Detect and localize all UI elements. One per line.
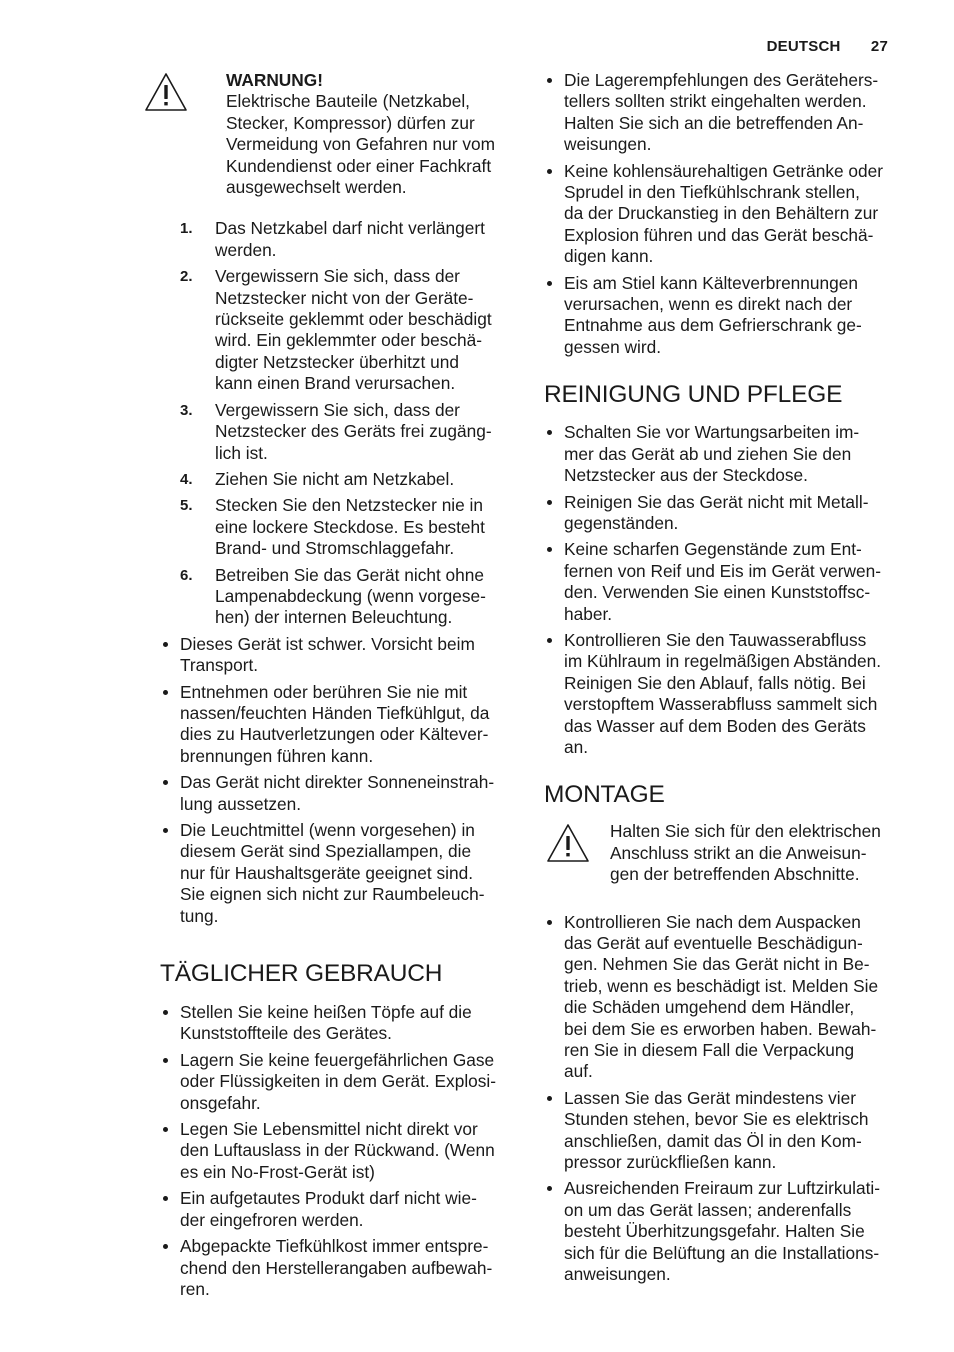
item-number: 1. bbox=[180, 220, 193, 238]
list-item: Das Gerät nicht direkter Sonneneinstrah- lung aussetzen. bbox=[160, 772, 512, 815]
warning-triangle-icon bbox=[546, 823, 590, 863]
list-item: Ein aufgetautes Produkt darf nicht wie- der eingefroren werden. bbox=[160, 1188, 512, 1231]
page-number: 27 bbox=[870, 38, 888, 55]
list-item: Kontrollieren Sie nach dem Auspacken das Gerät auf eventuelle Beschädigun- gen. Nehmen Sie das Gerät nicht in Be- trieb, wenn es beschädigt ist. Melden Sie die Schäden umgehend dem Händler, bei dem Sie es erworben haben. Bewah- ren Sie in diesem Fall die Verpackung auf. bbox=[544, 912, 896, 1083]
left-column bbox=[160, 70, 512, 1305]
list-item bbox=[160, 565, 512, 629]
list-item bbox=[160, 218, 512, 261]
list-item bbox=[160, 266, 512, 394]
warning-title: WARNUNG! bbox=[226, 70, 323, 90]
list-item: Abgepackte Tiefkühlkost immer entspre- chend den Herstellerangaben aufbewah- ren. bbox=[160, 1236, 512, 1300]
list-item: Reinigen Sie das Gerät nicht mit Metall- gegenständen. bbox=[544, 492, 896, 535]
list-item: Lagern Sie keine feuergefährlichen Gase oder Flüssigkeiten in dem Gerät. Explosi- onsgefahr. bbox=[160, 1050, 512, 1114]
section-heading-daily-use: TÄGLICHER GEBRAUCH bbox=[160, 960, 443, 988]
list-item bbox=[160, 469, 512, 490]
bullet-list bbox=[544, 422, 896, 758]
item-number: 2. bbox=[180, 268, 193, 286]
list-item: Die Lagerempfehlungen des Gerätehers- tellers sollten strikt eingehalten werden. Halten Sie sich an die betreffenden An- weisungen. bbox=[544, 70, 896, 156]
item-number: 4. bbox=[180, 470, 193, 488]
list-item: Stellen Sie keine heißen Töpfe auf die Kunststoffteile des Gerätes. bbox=[160, 1002, 512, 1045]
list-item: Entnehmen oder berühren Sie nie mit nassen/feuchten Händen Tiefkühlgut, da dies zu Hautverletzungen oder Kältever- brennungen führen kann. bbox=[160, 682, 512, 768]
item-text: Das Netzkabel darf nicht verlängert werden. bbox=[215, 218, 485, 260]
item-number: 3. bbox=[180, 401, 193, 419]
list-item: Keine kohlensäurehaltigen Getränke oder Sprudel in den Tiefkühlschrank stellen, da der Druckanstieg in den Behältern zur Explosion führen und das Gerät beschä- digen kann. bbox=[544, 161, 896, 268]
warning-box bbox=[160, 70, 512, 198]
item-text: Betreiben Sie das Gerät nicht ohne Lampenabdeckung (wenn vorgese- hen) der internen Beleuchtung. bbox=[215, 564, 486, 628]
section-heading-cleaning: REINIGUNG UND PFLEGE bbox=[544, 381, 843, 409]
warning-triangle-icon bbox=[144, 72, 188, 112]
list-item bbox=[160, 495, 512, 559]
list-item: Lassen Sie das Gerät mindestens vier Stunden stehen, bevor Sie es elektrisch anschließen, damit das Öl in den Kom- pressor zurückfließen kann. bbox=[544, 1088, 896, 1174]
warning-box bbox=[544, 821, 896, 885]
right-column bbox=[544, 70, 896, 1291]
numbered-list bbox=[160, 218, 512, 628]
list-item bbox=[160, 400, 512, 464]
bullet-list bbox=[160, 1002, 512, 1300]
section-heading-montage: MONTAGE bbox=[544, 781, 665, 809]
item-number: 5. bbox=[180, 497, 193, 515]
list-item: Die Leuchtmittel (wenn vorgesehen) in diesem Gerät sind Speziallampen, die nur für Haushaltsgeräte geeignet sind. Sie eignen sich nicht zur Raumbeleuch- tung. bbox=[160, 820, 512, 927]
list-item: Dieses Gerät ist schwer. Vorsicht beim Transport. bbox=[160, 634, 512, 677]
item-number: 6. bbox=[180, 566, 193, 584]
item-text: Ziehen Sie nicht am Netzkabel. bbox=[215, 468, 455, 489]
list-item: Ausreichenden Freiraum zur Luftzirkulati- on um das Gerät lassen; anderenfalls besteht Überhitzungsgefahr. Halten Sie sich für die Belüftung an die Installations- anweisungen. bbox=[544, 1178, 896, 1285]
item-text: Stecken Sie den Netzstecker nie in eine lockere Steckdose. Es besteht Brand- und Stromschlaggefahr. bbox=[215, 495, 485, 559]
item-text: Vergewissern Sie sich, dass der Netzstecker des Geräts frei zugäng- lich ist. bbox=[215, 399, 492, 463]
bullet-list bbox=[544, 70, 896, 358]
warning-text: Elektrische Bauteile (Netzkabel, Stecker, Kompressor) dürfen zur Vermeidung von Gefahren nur vom Kundendienst oder einer Fachkraft ausgewechselt werden. bbox=[226, 91, 495, 198]
item-text: Vergewissern Sie sich, dass der Netzstecker nicht von der Geräte- rückseite geklemmt oder beschädigt wird. Ein geklemmter oder beschä- digter Netzstecker überhitzt und kann einen Brand verursachen. bbox=[215, 266, 492, 394]
warning-text: Halten Sie sich für den elektrischen Anschluss strikt an die Anweisun- gen der betreffenden Abschnitte. bbox=[610, 821, 881, 885]
header-language: DEUTSCH bbox=[766, 38, 841, 55]
page-header bbox=[767, 38, 888, 55]
list-item: Keine scharfen Gegenstände zum Ent- fernen von Reif und Eis im Gerät verwen- den. Verwenden Sie einen Kunststoffsc- haber. bbox=[544, 539, 896, 625]
list-item: Kontrollieren Sie den Tauwasserabfluss im Kühlraum in regelmäßigen Abständen. Reinigen Sie den Ablauf, falls nötig. Bei verstopftem Wasserabfluss sammelt sich das Wasser auf dem Boden des Geräts an. bbox=[544, 630, 896, 758]
list-item: Legen Sie Lebensmittel nicht direkt vor den Luftauslass in der Rückwand. (Wenn es ein No-Frost-Gerät ist) bbox=[160, 1119, 512, 1183]
list-item: Eis am Stiel kann Kälteverbrennungen verursachen, wenn es direkt nach der Entnahme aus dem Gefrierschrank ge- gessen wird. bbox=[544, 273, 896, 359]
bullet-list bbox=[160, 634, 512, 927]
list-item: Schalten Sie vor Wartungsarbeiten im- mer das Gerät ab und ziehen Sie den Netzstecker aus der Steckdose. bbox=[544, 422, 896, 486]
bullet-list bbox=[544, 912, 896, 1286]
